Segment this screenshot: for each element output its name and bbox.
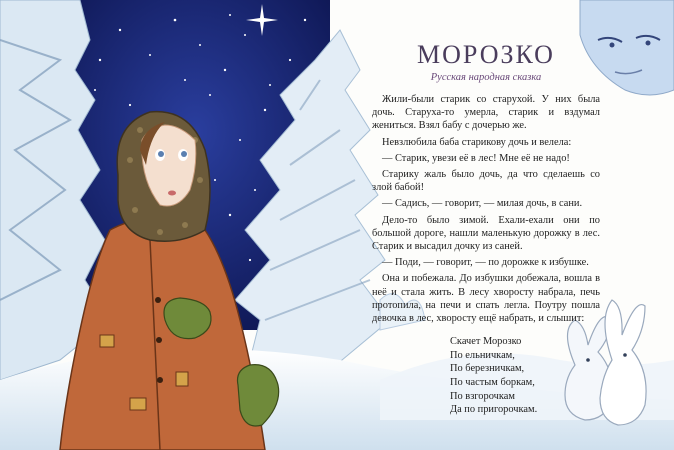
poem-line: Да по пригорочкам. (450, 404, 538, 416)
poem-line: Скачет Морозко (450, 336, 522, 348)
paragraph: Старику жаль было дочь, да что сделаешь со злой бабой! (372, 169, 600, 194)
page-subtitle: Русская народная сказка (430, 72, 542, 83)
poem (450, 335, 600, 417)
poem-line: По березничкам, (450, 363, 525, 375)
paragraph: — Поди, — говорит, — по дорожке к избушке. (382, 257, 589, 269)
poem-line: По взгорочкам (450, 390, 515, 402)
poem-line: По частым боркам, (450, 377, 535, 389)
page-title: МОРОЗКО (417, 40, 555, 69)
paragraph: — Старик, увези её в лес! Мне её не надо! (382, 152, 570, 164)
paragraph: Жили-были старик со старухой. У них была дочь. Старуха-то умерла, старик и вздумал жениться. Взял бабу с дочерью же. (372, 94, 600, 132)
paragraph: Она и побежала. До избушки добежала, вошла в неё и стала жить. В лесу хворосту набрала, печь протопила, на печи и спать легла. Поутру пошла девочка в лес, хворосту ещё набрать, и слышит: (372, 273, 600, 325)
hare-icon-2 (600, 300, 646, 425)
paragraph: Дело-то было зимой. Ехали-ехали они по большой дороге, нашли маленькую дорожку в лес. Старик и высадил дочку из саней. (372, 214, 600, 253)
poem-line: По ельничкам, (450, 349, 515, 361)
paragraph: Невзлюбила баба старикову дочь и велела: (382, 136, 572, 148)
story-text (372, 40, 600, 417)
paragraph: — Садись, — говорит, — милая дочь, в сани. (382, 198, 583, 210)
